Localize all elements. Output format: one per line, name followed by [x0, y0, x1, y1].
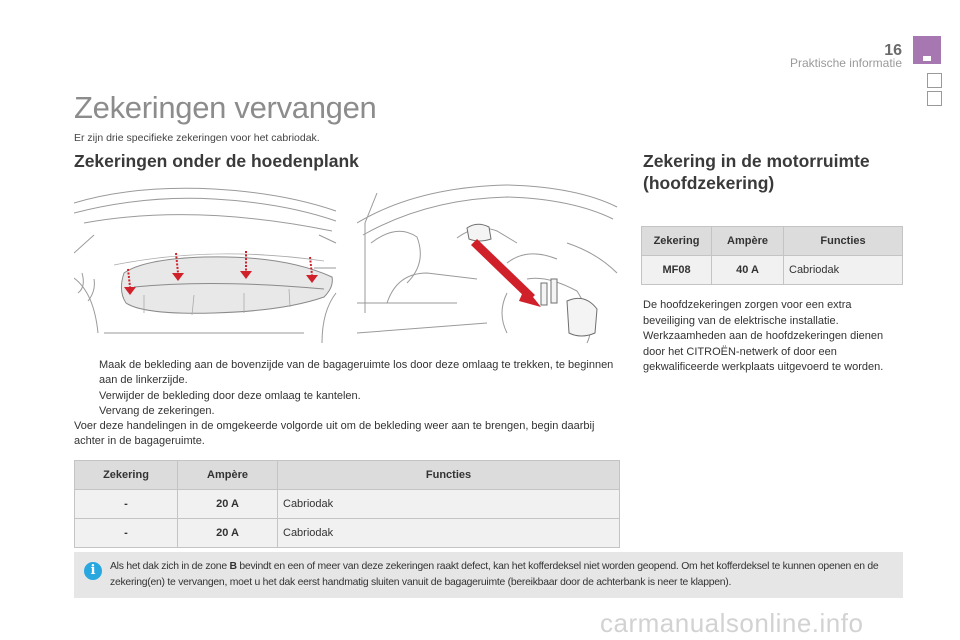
- table-header-row: [642, 227, 903, 256]
- instruction-list: [74, 358, 626, 450]
- watermark: carmanualsonline.info: [600, 608, 864, 638]
- column-header: Ampère: [712, 227, 784, 256]
- section-tab: [927, 73, 942, 88]
- table-row: [75, 519, 620, 548]
- function-cell: Cabriodak: [278, 490, 620, 519]
- reassembly-text: Voer deze handelingen in de omgekeerde volgorde uit om de bekleding weer aan te brengen, begin daarbij achter in de bagageruimte.: [74, 420, 595, 448]
- fuse-location-illustration: [357, 183, 619, 345]
- zone-label: B: [229, 561, 237, 572]
- amp-cell: 20 A: [178, 519, 278, 548]
- fuse-cell: -: [75, 490, 178, 519]
- table-header-row: [75, 461, 620, 490]
- main-fuse-info: De hoofdzekeringen zorgen voor een extra beveiliging van de elektrische installatie. Werkzaamheden aan de hoofdzekeringen dienen door het CITROËN-netwerk of door een gekwalificeerde werkplaats uitgevoerd te worden.: [643, 299, 884, 373]
- hat-shelf-fuse-table: [74, 460, 620, 548]
- amp-cell: 20 A: [178, 490, 278, 519]
- info-note-text: Als het dak zich in de zone B bevindt en een of meer van deze zekeringen raakt defect, kan het kofferdeksel niet worden geopend. Om het kofferdeksel te kunnen openen en de zekering(en) te vervangen, moet u het dak eerst handmatig sluiten vanuit de bagageruimte (bereikbaar door de achterbank is neer te klappen).: [110, 561, 879, 588]
- intro-text: Er zijn drie specifieke zekeringen voor het cabriodak.: [74, 132, 320, 144]
- column-header: Functies: [278, 461, 620, 490]
- table-row: [642, 256, 903, 285]
- info-icon: i: [84, 562, 102, 580]
- hat-shelf-illustration: [74, 183, 338, 345]
- table-row: [75, 490, 620, 519]
- list-item: Maak de bekleding aan de bovenzijde van de bagageruimte los door deze omlaag te trekken, te beginnen aan de linkerzijde.: [99, 359, 614, 387]
- list-item: Verwijder de bekleding door deze omlaag te kantelen.: [99, 389, 361, 402]
- column-header: Ampère: [178, 461, 278, 490]
- engine-fuse-table: [641, 226, 903, 285]
- amp-cell: 40 A: [712, 256, 784, 285]
- column-header: Zekering: [75, 461, 178, 490]
- heading-hat-shelf-fuses: Zekeringen onder de hoedenplank: [74, 151, 359, 171]
- fuse-cell: -: [75, 519, 178, 548]
- section-title: Praktische informatie: [789, 56, 902, 70]
- page-number: 16: [884, 42, 902, 59]
- column-header: Zekering: [642, 227, 712, 256]
- section-tab: [927, 91, 942, 106]
- page-title: Zekeringen vervangen: [74, 90, 377, 125]
- fuse-cell: MF08: [642, 256, 712, 285]
- heading-engine-fuse: Zekering in de motorruimte (hoofdzekering): [643, 151, 870, 193]
- column-header: Functies: [784, 227, 903, 256]
- function-cell: Cabriodak: [278, 519, 620, 548]
- function-cell: Cabriodak: [784, 256, 903, 285]
- list-item: Vervang de zekeringen.: [99, 404, 215, 417]
- section-tab-active: [913, 36, 941, 64]
